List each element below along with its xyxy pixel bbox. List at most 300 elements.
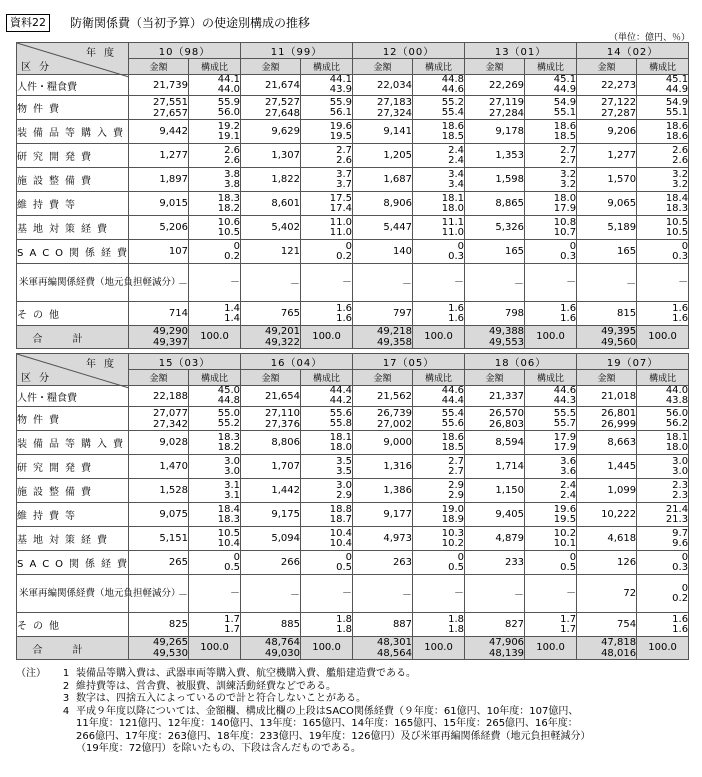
table-row [17,386,689,407]
ratio-cell [189,527,241,551]
cell-value: 19.2 [217,120,241,132]
amount-cell [241,240,301,264]
cell-value: 22,269 [489,79,525,91]
cell-value: 9,629 [271,126,301,137]
ratio-cell [413,264,465,302]
amount-cell [353,120,413,144]
amount-cell [577,168,637,192]
cell-value: 3.8 [224,178,241,190]
cell-value: 3.8 [224,168,241,180]
cell-value: 0 [345,551,353,563]
cell-value: 26,570 [489,407,525,419]
amount-cell [241,551,301,575]
amount-cell [241,326,301,349]
cell-value: 1.6 [672,613,689,625]
ratio-cell [301,96,353,120]
cell-value: 9,178 [495,126,525,137]
year-header-row [17,43,689,59]
cell-value: 10.5 [665,216,689,228]
cell-value: 26,999 [601,418,637,430]
ratio-cell [301,455,353,479]
table-row [17,479,689,503]
amount-cell [577,240,637,264]
ratio-cell [413,326,465,349]
cell-value: 56.2 [665,417,689,429]
corner-year-label: 年度 [86,48,122,59]
cell-value: 56.0 [217,106,241,118]
amount-cell [353,96,413,120]
note-head: （注） [16,668,46,679]
amount-cell [129,455,189,479]
cell-value: 5,402 [271,222,301,233]
cell-value: 1.8 [448,623,465,635]
cell-value: 44.4 [329,385,353,396]
cell-value: 26,803 [489,418,525,430]
amount-cell [577,575,637,613]
amount-cell [129,75,189,96]
ratio-cell [413,637,465,660]
cell-value: 100.0 [536,331,565,342]
cell-value: 8,601 [271,198,301,209]
amount-cell [353,386,413,407]
cell-value: 54.9 [553,96,577,108]
year-header: 12（00） [353,43,465,59]
ratio-cell [189,264,241,302]
row-label: 研究開発費 [17,144,129,168]
ratio-cell [413,479,465,503]
cell-value: 1.4 [224,312,241,324]
cell-value: 27,077 [153,407,188,419]
cell-value: 11.0 [441,226,465,238]
cell-value: 49,530 [153,648,188,659]
ratio-cell [301,503,353,527]
amount-header: 金額 [577,59,637,75]
ratio-cell [525,302,577,326]
ratio-cell [637,527,689,551]
ratio-cell [637,479,689,503]
cell-value: 1.6 [672,312,689,324]
ratio-cell [413,75,465,96]
amount-cell [465,527,525,551]
cell-value: 2.6 [224,154,241,166]
row-label: その他 [17,613,129,637]
amount-header: 金額 [465,59,525,75]
cell-value: 18.4 [217,503,241,515]
corner-cell [17,354,129,386]
cell-value: 1,150 [495,485,525,496]
cell-value: 2.6 [672,144,689,156]
cell-value: 11.0 [329,216,353,228]
cell-value: 2.4 [448,154,465,166]
cell-value: 1,316 [383,461,413,472]
cell-value: 8,594 [495,437,525,448]
note-continuation: 266億円、17年度：263億円、18年度：233億円、19年度：126億円）及び米軍再編関係経費（地元負担軽減分） [76,730,591,742]
ratio-cell [637,96,689,120]
cell-value: 45.1 [665,74,689,85]
cell-value: 1.7 [224,623,241,635]
year-header-row [17,354,689,370]
amount-cell [465,240,525,264]
note-text: 装備品等購入費は、武器車両等購入費、航空機購入費、艦船建造費である。 [76,668,416,679]
corner-category-label: 区分 [21,62,57,73]
amount-cell [241,431,301,455]
row-label: SACO関係経費 [17,240,129,264]
cell-value: 2.7 [560,144,577,156]
cell-value: 1,353 [495,150,525,161]
cell-value: 5,151 [159,533,188,544]
cell-value: 44.6 [441,385,465,396]
year-header: 18（06） [465,354,577,370]
ratio-cell [637,613,689,637]
ratio-cell [413,551,465,575]
cell-value: － [290,279,301,290]
cell-value: － [626,279,637,290]
cell-value: 9,442 [159,126,188,137]
amount-cell [353,192,413,216]
table-row [17,75,689,96]
table-row [17,144,689,168]
row-label: 施設整備費 [17,168,129,192]
cell-value: 22,034 [377,79,413,91]
cell-value: 885 [280,619,301,630]
amount-cell [241,96,301,120]
cell-value: 3.4 [448,168,465,180]
amount-cell [353,326,413,349]
ratio-cell [525,240,577,264]
cell-value: 21,337 [489,390,525,402]
amount-cell [241,479,301,503]
ratio-header: 構成比 [189,59,241,75]
budget-table-1998-2002 [16,42,689,349]
cell-value: 0.5 [448,561,465,573]
amount-cell [577,503,637,527]
cell-value: 49,395 [601,326,637,337]
ratio-cell [189,503,241,527]
cell-value: 18.6 [441,120,465,132]
cell-value: － [230,276,241,288]
ratio-cell [525,503,577,527]
ratio-cell [525,637,577,660]
cell-value: 9.6 [672,537,689,549]
cell-value: 3.0 [672,465,689,477]
ratio-cell [637,575,689,613]
cell-value: 3.6 [560,465,577,477]
table-row [17,503,689,527]
cell-value: 1,707 [271,461,301,472]
year-header: 15（03） [129,354,241,370]
cell-value: 49,218 [377,326,413,337]
cell-value: 27,287 [601,107,637,119]
amount-cell [241,216,301,240]
ratio-cell [301,479,353,503]
year-header: 13（01） [465,43,577,59]
amount-cell [241,302,301,326]
cell-value: 21,654 [265,390,301,402]
cell-value: 0.2 [224,250,241,262]
ratio-cell [525,407,577,431]
cell-value: 17.9 [553,431,577,443]
cell-value: 3.1 [224,479,241,491]
amount-cell [353,407,413,431]
ratio-cell [413,527,465,551]
cell-value: 44.8 [441,74,465,85]
cell-value: 1,277 [159,150,188,161]
cell-value: － [342,587,353,599]
ratio-cell [413,431,465,455]
cell-value: 22,188 [153,390,188,402]
cell-value: 49,397 [153,337,188,348]
cell-value: 27,324 [377,107,413,119]
cell-value: 2.9 [448,489,465,501]
cell-value: 27,376 [265,418,301,430]
cell-value: 0 [681,240,689,252]
note-head [16,706,56,719]
cell-value: 100.0 [424,331,453,342]
table-row [17,613,689,637]
cell-value: 54.9 [665,96,689,108]
cell-value: 100.0 [312,331,341,342]
amount-cell [241,192,301,216]
cell-value: 18.7 [329,513,353,525]
ratio-cell [301,551,353,575]
year-header: 11（99） [241,43,353,59]
amount-cell [577,637,637,660]
cell-value: 3.5 [336,465,353,477]
table-row [17,96,689,120]
cell-value: 18.5 [553,130,577,142]
amount-cell [129,144,189,168]
ratio-cell [189,613,241,637]
cell-value: 0 [457,551,465,563]
cell-value: 2.9 [336,489,353,501]
cell-value: 1.8 [448,613,465,625]
row-label: 基地対策経費 [17,527,129,551]
cell-value: 100.0 [312,642,341,653]
amount-cell [353,144,413,168]
cell-value: － [566,587,577,599]
amount-cell [129,120,189,144]
amount-cell [465,386,525,407]
cell-value: 765 [280,308,301,319]
row-label: 基地対策経費 [17,216,129,240]
ratio-header: 構成比 [525,59,577,75]
amount-cell [353,551,413,575]
cell-value: 19.5 [329,130,353,142]
note-number: 3 [62,693,70,704]
cell-value: 0.3 [448,250,465,262]
total-row [17,326,689,349]
cell-value: 1.6 [448,312,465,324]
amount-cell [353,75,413,96]
cell-value: － [454,587,465,599]
amount-cell [465,431,525,455]
cell-value: 21,674 [265,79,301,91]
budget-table-2003-2007 [16,353,689,660]
cell-value: 1.7 [560,623,577,635]
row-label: 研究開発費 [17,455,129,479]
amount-header: 金額 [577,370,637,386]
corner-year-label: 年度 [86,359,122,370]
ratio-cell [189,144,241,168]
table-row [17,302,689,326]
cell-value: 10.2 [441,537,465,549]
row-label: 装備品等購入費 [17,431,129,455]
ratio-cell [189,551,241,575]
cell-value: 5,326 [495,222,525,233]
cell-value: － [290,590,301,601]
cell-value: 27,527 [265,96,301,108]
table-row [17,216,689,240]
cell-value: 100.0 [200,642,229,653]
ratio-cell [301,575,353,613]
cell-value: 1,099 [607,485,637,496]
ratio-cell [637,144,689,168]
row-label: 合計 [17,326,129,349]
page-header [6,14,696,43]
amount-cell [353,479,413,503]
cell-value: 1,714 [495,461,525,472]
cell-value: 1,598 [495,174,525,185]
cell-value: 100.0 [200,331,229,342]
cell-value: 3.2 [560,178,577,190]
amount-header: 金額 [465,370,525,386]
cell-value: － [514,279,525,290]
ratio-cell [637,326,689,349]
cell-value: 18.6 [665,120,689,132]
cell-value: － [514,590,525,601]
amount-cell [577,120,637,144]
amount-cell [465,326,525,349]
amount-cell [241,264,301,302]
cell-value: 45.1 [553,74,577,85]
cell-value: 3.2 [672,178,689,190]
cell-value: 55.4 [441,407,465,419]
amount-cell [577,264,637,302]
cell-value: 1.7 [560,613,577,625]
amount-cell [353,302,413,326]
cell-value: 100.0 [424,642,453,653]
note-text: 平成９年度以降については、金額欄、構成比欄の上段はSACO関係経費（９年度：61億円、10年度：107億円、 [76,705,579,717]
cell-value: 43.9 [329,84,353,95]
cell-value: 0.2 [672,592,689,604]
year-header: 10（98） [129,43,241,59]
amount-cell [353,431,413,455]
cell-value: 1.7 [224,613,241,625]
total-row [17,637,689,660]
cell-value: 2.7 [448,455,465,467]
cell-value: 49,553 [489,337,525,348]
cell-value: 10.6 [217,216,241,228]
cell-value: 1,687 [383,174,413,185]
ratio-cell [189,120,241,144]
cell-value: 26,801 [601,407,637,419]
amount-cell [577,431,637,455]
cell-value: 2.7 [336,144,353,156]
ratio-cell [637,216,689,240]
amount-cell [577,386,637,407]
cell-value: 1,307 [271,150,301,161]
table-row [17,407,689,431]
cell-value: 17.9 [553,441,577,453]
note-text: 維持費等は、営舎費、被服費、訓練活動経費などである。 [76,680,336,692]
cell-value: 1,570 [607,174,637,185]
cell-value: 18.0 [329,441,353,453]
amount-cell [353,575,413,613]
cell-value: 107 [168,246,188,257]
ratio-cell [637,192,689,216]
cell-value: 44.9 [553,84,577,95]
ratio-cell [525,479,577,503]
amount-cell [465,216,525,240]
cell-value: 0.3 [672,561,689,573]
cell-value: 1.8 [336,613,353,625]
amount-cell [241,637,301,660]
cell-value: 1.6 [560,302,577,314]
note-text: 数字は、四捨五入によっているので計と符合しないことがある。 [76,693,366,704]
ratio-cell [189,168,241,192]
cell-value: 44.2 [329,395,353,406]
cell-value: 27,122 [601,96,637,108]
cell-value: 55.7 [553,417,577,429]
amount-cell [241,503,301,527]
cell-value: 754 [616,619,637,630]
cell-value: 10.8 [553,216,577,228]
amount-cell [577,302,637,326]
cell-value: 233 [504,557,525,568]
cell-value: 3.2 [560,168,577,180]
cell-value: 100.0 [648,331,677,342]
amount-cell [129,386,189,407]
ratio-cell [525,386,577,407]
cell-value: 48,016 [601,648,637,659]
note-head [16,681,56,694]
ratio-cell [525,192,577,216]
cell-value: 0 [681,551,689,563]
year-header: 16（04） [241,354,353,370]
cell-value: 1.8 [336,623,353,635]
ratio-cell [637,120,689,144]
cell-value: 44.1 [329,74,353,85]
cell-value: 9,075 [159,509,188,520]
cell-value: 10.4 [329,537,353,549]
cell-value: 18.3 [217,513,241,525]
ratio-cell [189,407,241,431]
note-continuation: 11年度：121億円、12年度：140億円、13年度：165億円、14年度：165億円、15年度：265億円、16年度： [76,718,578,729]
ratio-cell [413,455,465,479]
cell-value: 825 [168,619,188,630]
amount-cell [241,613,301,637]
cell-value: 3.6 [560,455,577,467]
ratio-header: 構成比 [637,370,689,386]
amount-cell [241,75,301,96]
ratio-cell [301,144,353,168]
cell-value: 3.5 [336,455,353,467]
cell-value: 27,183 [377,96,413,108]
cell-value: 1.6 [672,302,689,314]
note-item [16,681,696,694]
cell-value: 2.7 [448,465,465,477]
ratio-cell [637,455,689,479]
cell-value: 43.8 [665,395,689,406]
note-head [16,693,56,706]
cell-value: 0 [233,240,241,252]
cell-value: 49,388 [489,326,525,337]
amount-cell [241,407,301,431]
cell-value: 55.9 [217,96,241,108]
cell-value: 2.9 [448,479,465,491]
cell-value: 56.0 [665,407,689,419]
cell-value: 126 [616,557,637,568]
